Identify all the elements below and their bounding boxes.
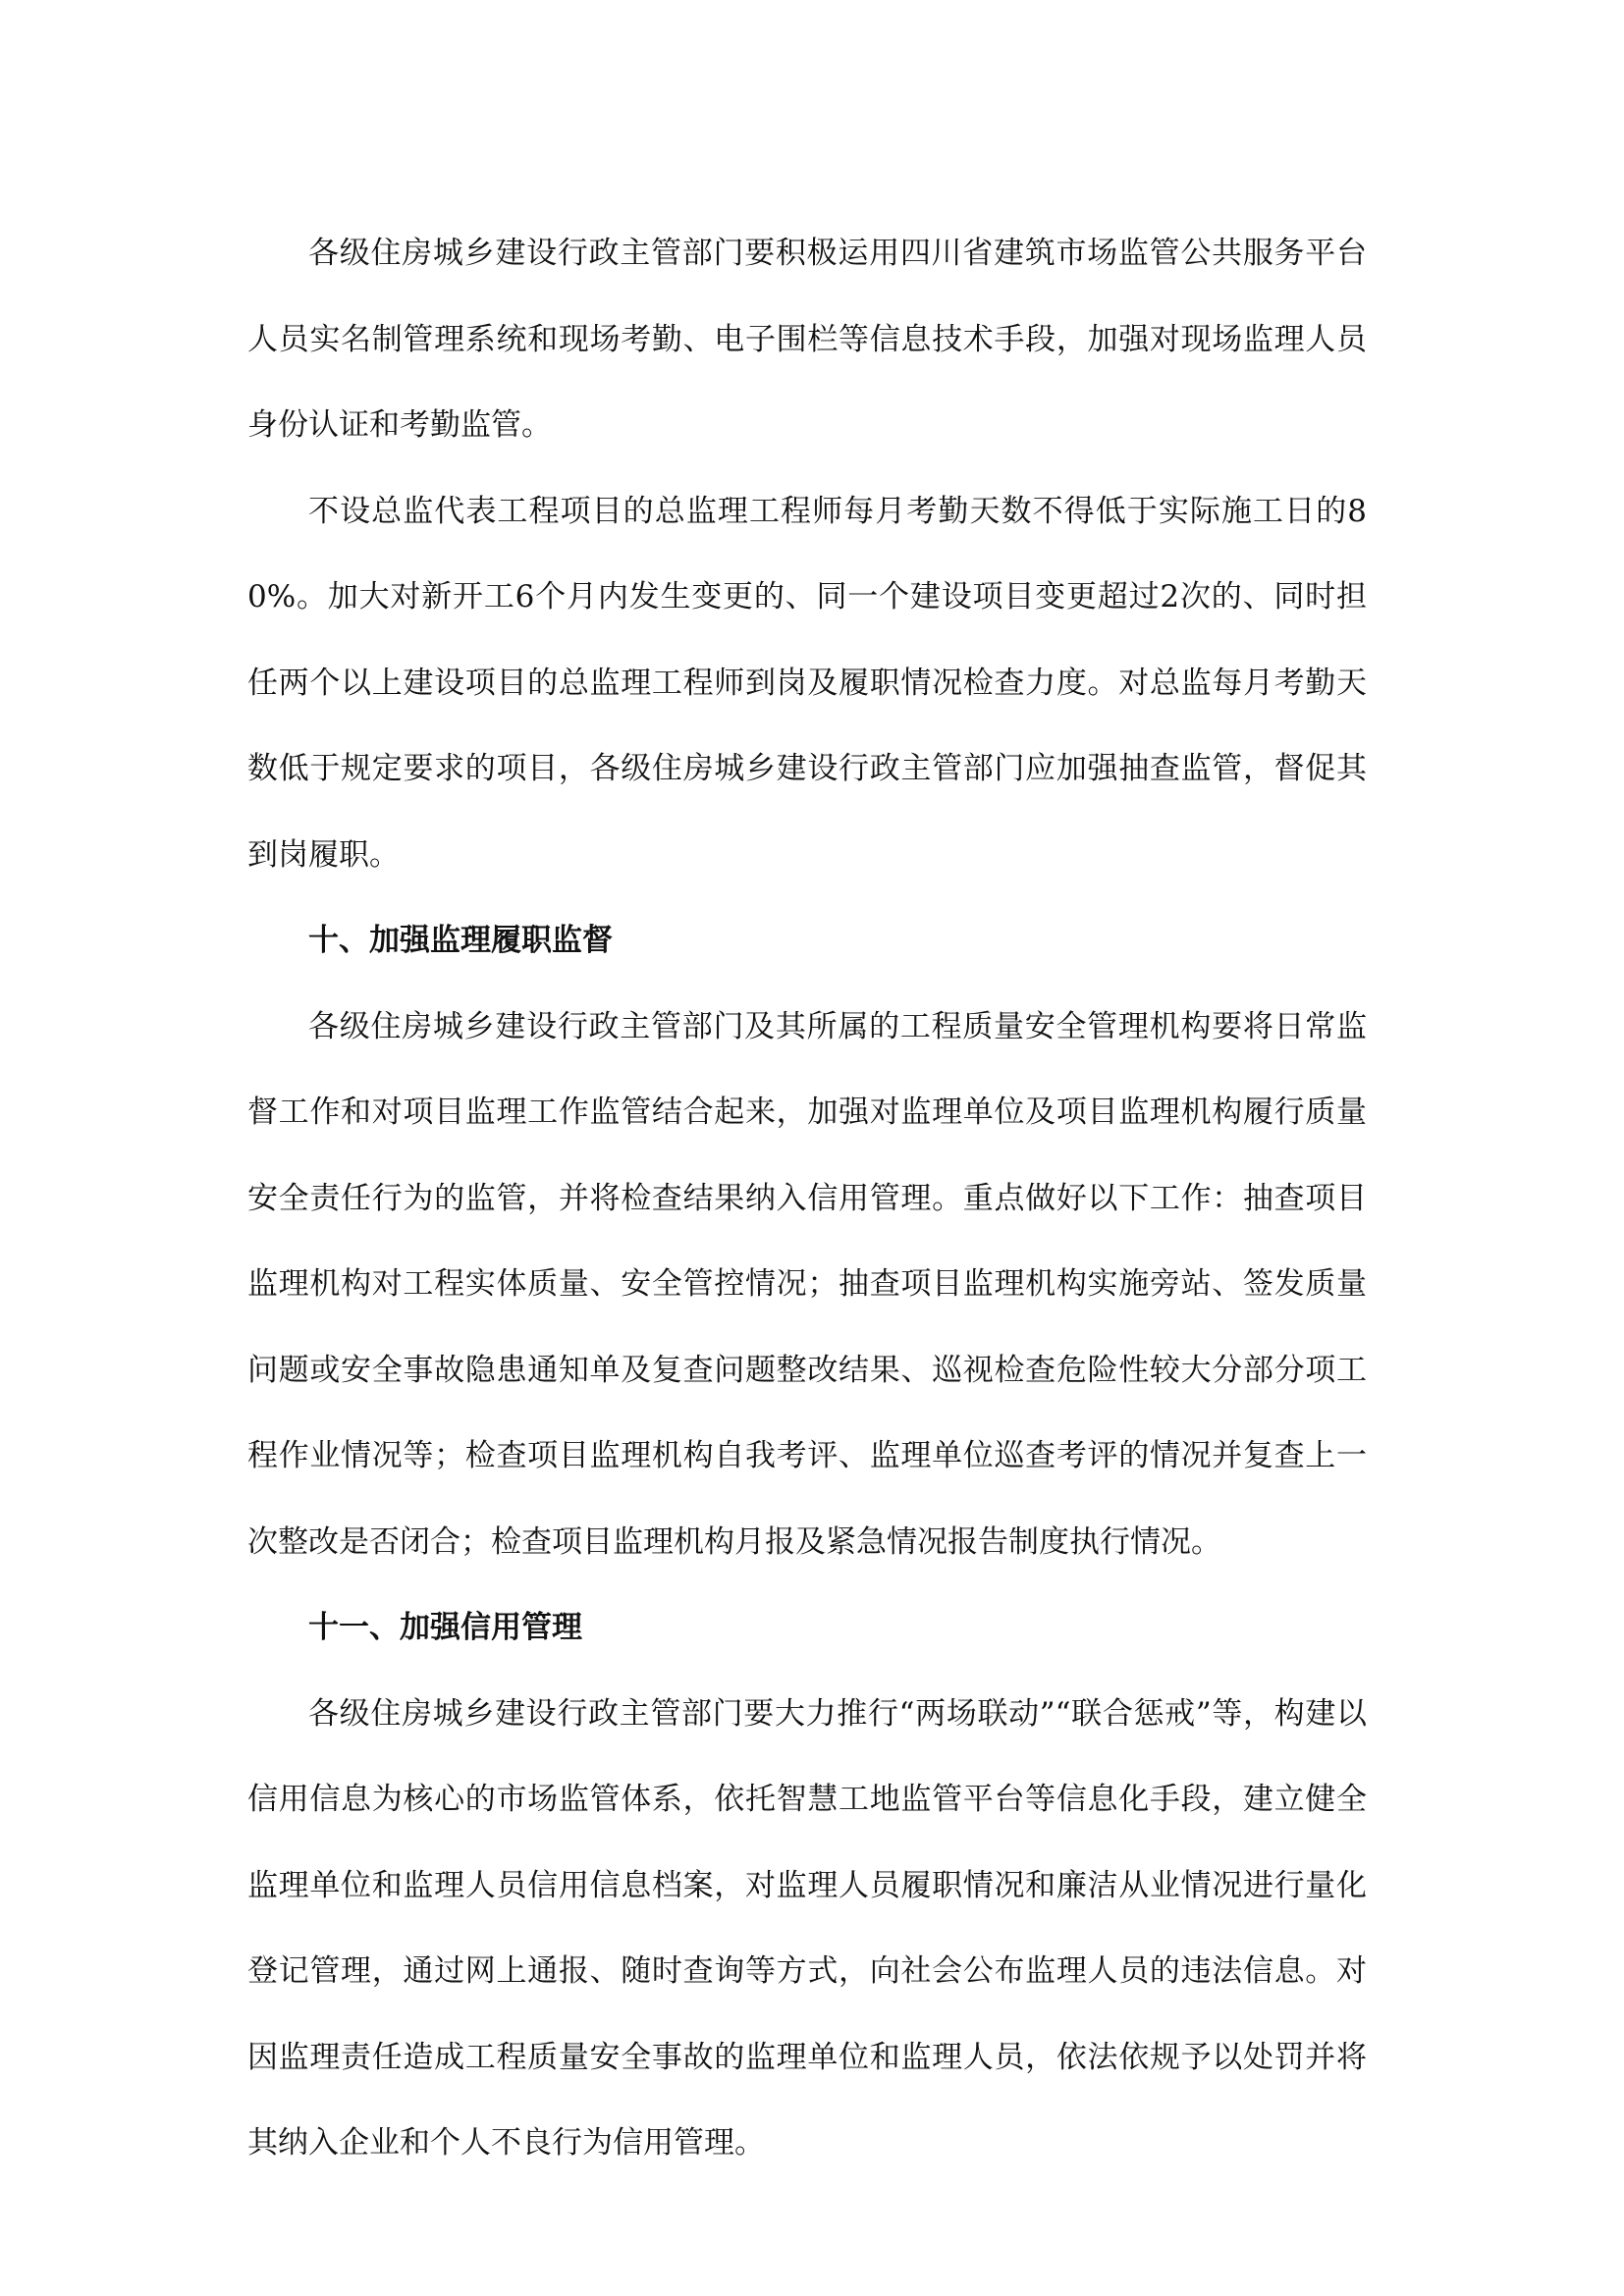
paragraph-supervision-duties: 各级住房城乡建设行政主管部门及其所属的工程质量安全管理机构要将日常监督工作和对项目监理工作监管结合起来，加强对监理单位及项目监理机构履行质量安全责任行为的监管，并将检查结果纳入信用管理。重点做好以下工作：抽查项目监理机构对工程实体质量、安全管控情况；抽查项目监理机构实施旁站、签发质量问题或安全事故隐患通知单及复查问题整改结果、巡视检查危险性较大分部分项工程作业情况等；检查项目监理机构自我考评、监理单位巡查考评的情况并复查上一次整改是否闭合；检查项目监理机构月报及紧急情况报告制度执行情况。 xyxy=(247,1008,1367,1560)
section-heading-11: 十一、加强信用管理 xyxy=(308,1610,582,1645)
paragraph-realname-system: 各级住房城乡建设行政主管部门要积极运用四川省建筑市场监管公共服务平台人员实名制管理系统和现场考勤、电子围栏等信息技术手段，加强对现场监理人员身份认证和考勤监管。 xyxy=(247,236,1367,443)
paragraph-credit-management: 各级住房城乡建设行政主管部门要大力推行“两场联动”“联合惩戒”等，构建以信用信息为核心的市场监管体系，依托智慧工地监管平台等信息化手段，建立健全监理单位和监理人员信用信息档案，对监理人员履职情况和廉洁从业情况进行量化登记管理，通过网上通报、随时查询等方式，向社会公布监理人员的违法信息。对因监理责任造成工程质量安全事故的监理单位和监理人员，依法依规予以处罚并将其纳入企业和个人不良行为信用管理。 xyxy=(247,1695,1367,2161)
paragraph-attendance-requirement: 不设总监代表工程项目的总监理工程师每月考勤天数不得低于实际施工日的80%。加大对新开工6个月内发生变更的、同一个建设项目变更超过2次的、同时担任两个以上建设项目的总监理工程师到岗及履职情况检查力度。对总监每月考勤天数低于规定要求的项目，各级住房城乡建设行政主管部门应加强抽查监管，督促其到岗履职。 xyxy=(247,493,1367,873)
document-body xyxy=(247,211,1367,2187)
section-heading-10: 十、加强监理履职监督 xyxy=(308,923,613,958)
